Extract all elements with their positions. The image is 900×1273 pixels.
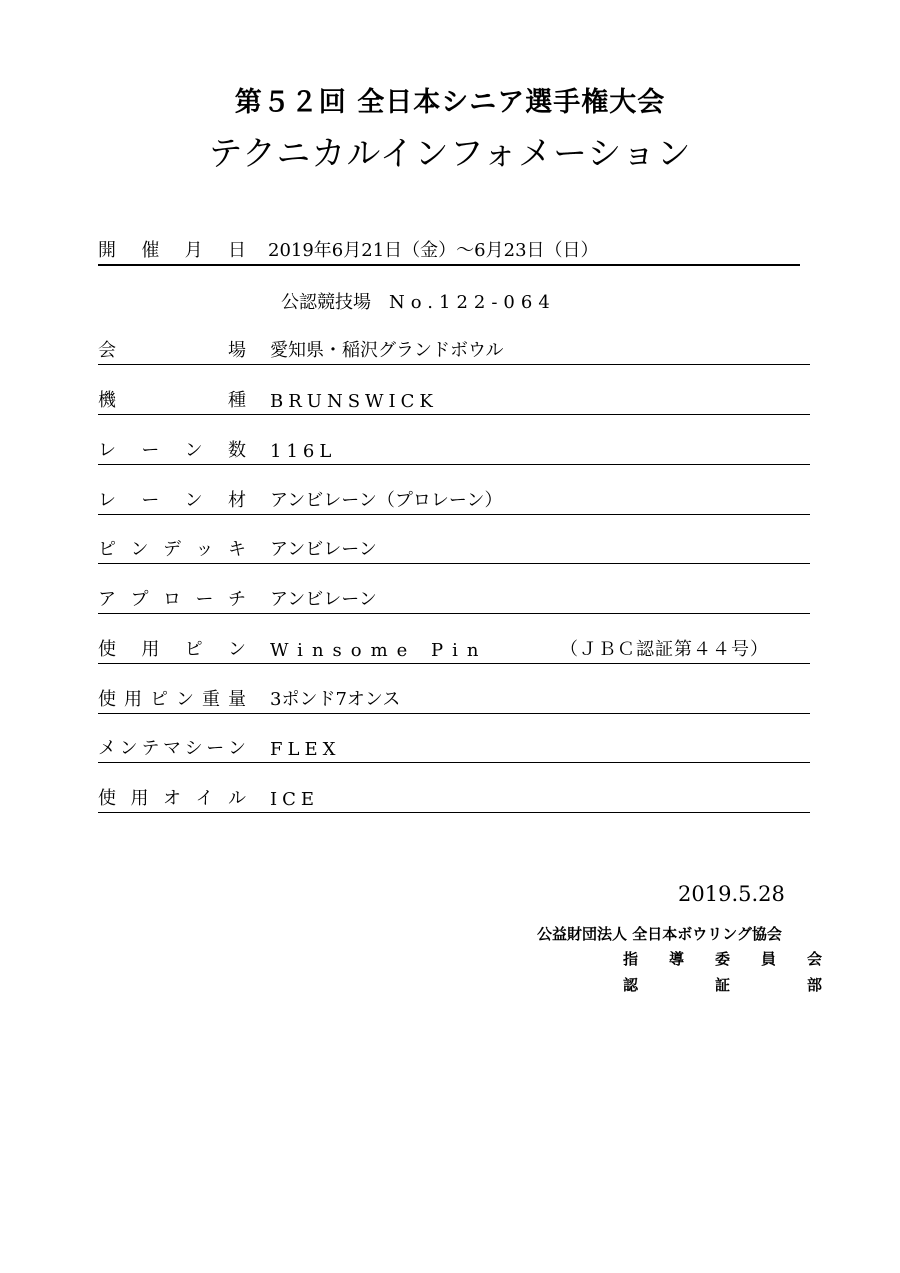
venue-label: 会 場 — [98, 340, 246, 361]
approach-value: アンビレーン — [270, 589, 377, 610]
machine-value: BRUNSWICK — [270, 391, 438, 412]
pin-deck-value: アンビレーン — [270, 539, 377, 560]
department-name: 認 証 部 — [623, 976, 822, 994]
lane-material-label: レ ー ン 材 — [98, 490, 246, 511]
approach-row — [98, 587, 810, 614]
oil-label: 使 用 オ イ ル — [98, 788, 246, 809]
pin-weight-label: 使 用 ピ ン 重 量 — [98, 689, 246, 710]
pin-weight-value: 3ポンド7オンス — [270, 689, 401, 710]
lane-material-row — [98, 488, 810, 515]
committee-name: 指 導 委 員 会 — [623, 950, 822, 968]
approach-label: ア プ ロ ー チ — [98, 589, 246, 610]
maintenance-machine-label: メ ン テ マ シ ー ン — [98, 738, 246, 759]
venue-value: 愛知県・稲沢グランドボウル — [270, 340, 504, 361]
page-title: 第５２回 全日本シニア選手権大会 — [234, 87, 666, 118]
publication-date: 2019.5.28 — [678, 882, 785, 906]
pin-label: 使 用 ピ ン — [98, 639, 246, 660]
date-label: 開 催 月 日 — [98, 240, 246, 261]
page-subtitle: テクニカルインフォメーション — [208, 134, 692, 174]
oil-value: ICE — [270, 789, 320, 810]
lane-count-label: レ ー ン 数 — [98, 440, 246, 461]
date-row — [98, 238, 800, 266]
lane-count-row — [98, 438, 810, 465]
date-value: 2019年6月21日（金）～6月23日（日） — [268, 240, 599, 261]
machine-row — [98, 388, 810, 415]
license-label: 公認競技場 — [281, 292, 371, 313]
oil-row — [98, 786, 810, 813]
pin-deck-row — [98, 537, 810, 564]
maintenance-machine-value: FLEX — [270, 739, 341, 760]
lane-count-value: 116L — [270, 441, 337, 462]
venue-row — [98, 338, 810, 365]
license-number: No.122-064 — [389, 292, 556, 313]
maintenance-machine-row — [98, 736, 810, 763]
organization-name: 公益財団法人 全日本ボウリング協会 — [537, 925, 782, 943]
pin-value: Winsome Pin — [270, 640, 488, 661]
lane-material-value: アンビレーン（プロレーン） — [270, 490, 503, 511]
pin-deck-label: ピ ン デ ッ キ — [98, 539, 246, 560]
pin-certification-note: （ＪＢＣ認証第４４号） — [560, 639, 769, 660]
machine-label: 機 種 — [98, 390, 246, 411]
license-line — [281, 288, 556, 314]
pin-row — [98, 637, 810, 664]
pin-weight-row — [98, 687, 810, 714]
